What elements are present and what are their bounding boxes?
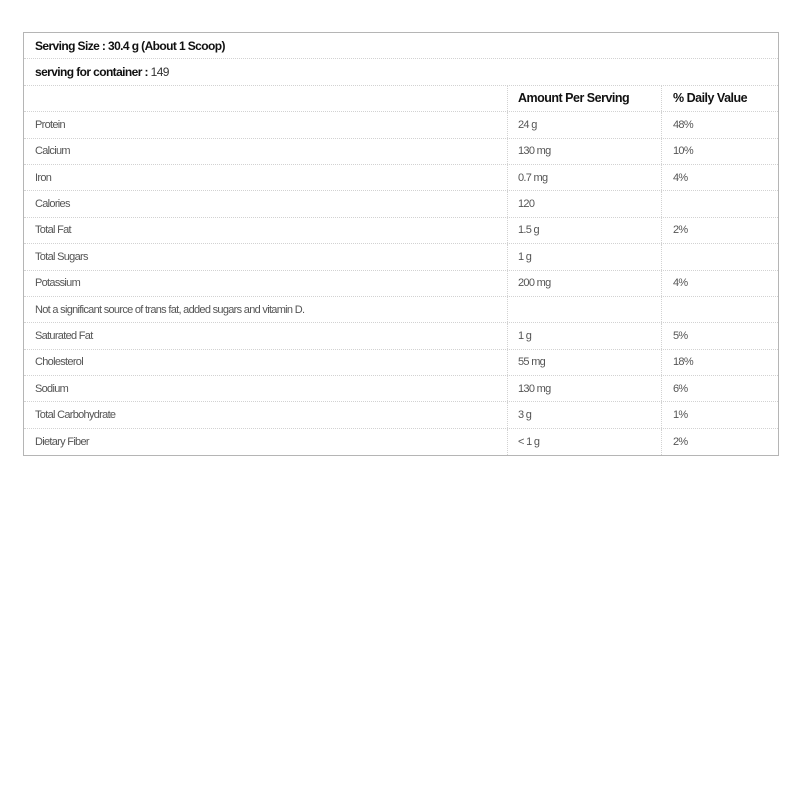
- nutrient-name: Total Sugars: [35, 250, 88, 263]
- serving-size-label: Serving Size :: [35, 38, 106, 53]
- column-header-amount: Amount Per Serving: [518, 91, 630, 106]
- nutrient-name: Sodium: [35, 382, 69, 395]
- nutrient-name: Saturated Fat: [35, 329, 93, 342]
- nutrient-amount: 24 g: [518, 118, 537, 131]
- servings-per-container-row: [24, 59, 778, 85]
- table-row: [24, 323, 778, 349]
- table-row: [24, 165, 778, 191]
- servings-per-container-label: serving for container :: [35, 65, 148, 80]
- servings-per-container-value: 149: [150, 65, 169, 80]
- table-header-row: [24, 86, 778, 112]
- table-row: [24, 376, 778, 402]
- nutrient-daily-value: 6%: [673, 382, 688, 395]
- table-row: [24, 218, 778, 244]
- nutrient-name: Iron: [35, 171, 52, 184]
- nutrient-amount: 1 g: [518, 250, 532, 263]
- nutrient-amount: 0.7 mg: [518, 171, 548, 184]
- nutrient-daily-value: 2%: [673, 436, 688, 449]
- nutrient-name: Calories: [35, 198, 70, 211]
- servings-per-container: [24, 65, 169, 79]
- table-row: [24, 139, 778, 165]
- table-row: [24, 271, 778, 297]
- nutrient-amount: 1.5 g: [518, 224, 539, 237]
- nutrient-amount: 130 mg: [518, 145, 551, 158]
- nutrient-name: Dietary Fiber: [35, 436, 89, 449]
- nutrient-daily-value: 18%: [673, 356, 693, 369]
- nutrient-daily-value: 1%: [673, 409, 688, 422]
- table-row: [24, 112, 778, 138]
- nutrient-name: Protein: [35, 118, 65, 131]
- table-row: [24, 350, 778, 376]
- nutrient-amount: 55 mg: [518, 356, 546, 369]
- nutrient-amount: 1 g: [518, 329, 532, 342]
- nutrient-name: Total Fat: [35, 224, 71, 237]
- table-row: [24, 402, 778, 428]
- nutrient-daily-value: 4%: [673, 171, 688, 184]
- table-row: [24, 244, 778, 270]
- nutrient-amount: 130 mg: [518, 382, 551, 395]
- nutrient-amount: 120: [518, 198, 535, 211]
- serving-size-value: 30.4 g (About 1 Scoop): [108, 38, 225, 53]
- table-row: [24, 429, 778, 455]
- nutrient-name: Potassium: [35, 277, 81, 290]
- table-row: [24, 191, 778, 217]
- nutrient-amount: 3 g: [518, 409, 532, 422]
- nutrient-daily-value: 2%: [673, 224, 688, 237]
- table-row: [24, 297, 778, 323]
- nutrition-facts-table: [23, 32, 779, 456]
- nutrient-footnote: Not a significant source of trans fat, added sugars and vitamin D.: [35, 303, 305, 316]
- nutrient-daily-value: 48%: [673, 118, 693, 131]
- nutrient-name: Cholesterol: [35, 356, 83, 369]
- nutrient-daily-value: 5%: [673, 329, 688, 342]
- serving-size: [24, 39, 225, 53]
- nutrient-daily-value: 10%: [673, 145, 693, 158]
- nutrient-daily-value: 4%: [673, 277, 688, 290]
- nutrient-name: Calcium: [35, 145, 70, 158]
- nutrient-amount: 200 mg: [518, 277, 551, 290]
- nutrient-name: Total Carbohydrate: [35, 409, 116, 422]
- nutrient-amount: < 1 g: [518, 436, 540, 449]
- serving-size-row: [24, 33, 778, 59]
- column-header-daily-value: % Daily Value: [673, 91, 748, 106]
